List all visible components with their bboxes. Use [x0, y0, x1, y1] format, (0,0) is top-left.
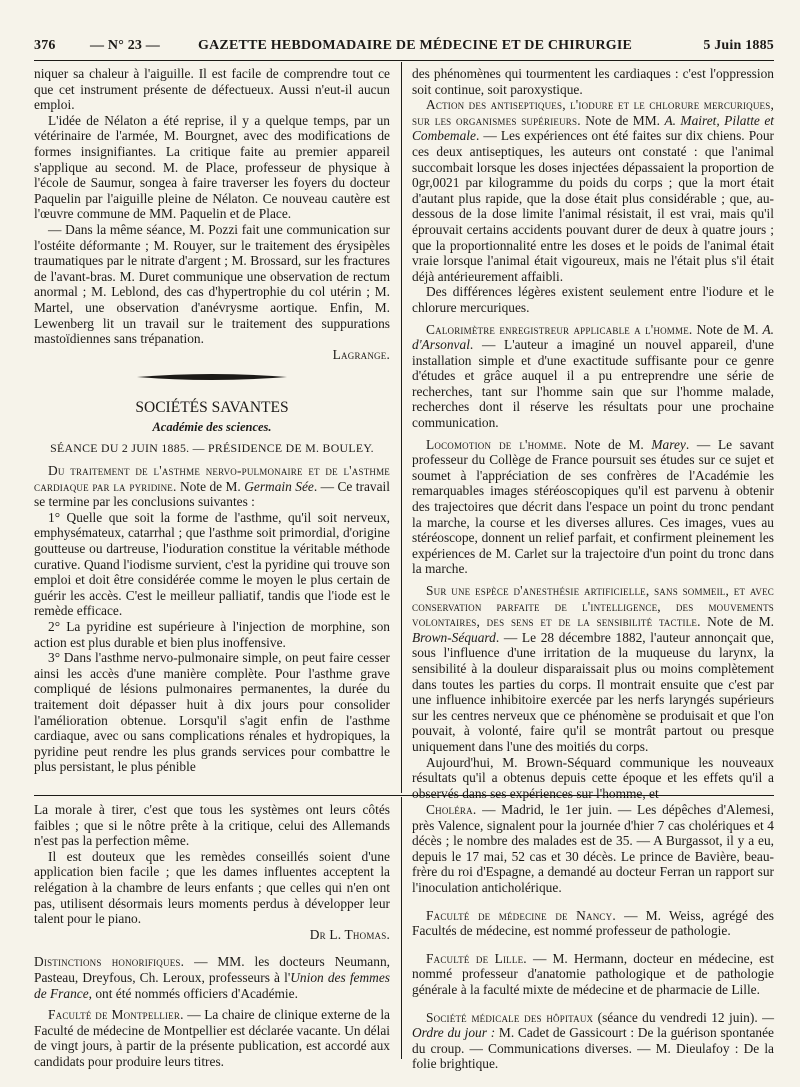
article-anesthesie — [412, 583, 774, 755]
signature: Lagrange. — [332, 346, 390, 362]
signature: Dr L. Thomas. — [309, 926, 390, 942]
note-label: Note de MM. — [580, 112, 665, 128]
paragraph: 3° Dans l'asthme nervo-pulmonaire simple, on peut faire cesser ainsi les accès d'une manière complète. Pour l'asthme grave compliqué de lésions pulmonaires permanentes, la durée du traitement doit dépasser huit à dix jours pour consolider l'amélioration obtenue. Lorsqu'il s'agit enfin de l'asthme cardiaque, avec ou sans complications rénales et hydropiques, la pyridine peut rendre les plus grands services pour combattre le plus persistant, le plus pénible — [34, 650, 390, 775]
paragraph: L'idée de Nélaton a été reprise, il y a quelque temps, par un vétérinaire de l'armée, M. Bourgnet, avec des modifications de formes insignifiantes. La critique faite au premier appareil s'applique au second. M. de Place, professeur de physique à l'école de Saumur, songea à faire traverser les foyers du docteur Paquelin par l'aiguille pleine de Nélaton. Ce nouveau cautère est l'œuvre commune de MM. Paquelin et de Place. — [34, 112, 390, 222]
article-text: . — Le 28 décembre 1882, l'auteur annonçait que, sous l'influence d'une irritation de la muqueuse du larynx, la sensibilité à la douleur disparaissait plus ou moins complètement dans toutes les parties du corps. Il montrait ensuite que c'est par une influence inhibitoire exercée par les nerfs laryngés supérieurs sur les centres nerveux que ce phénomène se produisait et que l'on pouvait, à volonté, faire qu'il se montrât partout ou presque uniquement dans l'une des moitiés du corps. — [412, 629, 774, 754]
divider-ornament — [137, 372, 287, 382]
right-column-bottom — [412, 802, 774, 1072]
news-text: — MM. les docteurs Neumann, Pasteau, Dreyfous, Ch. Leroux, professeurs à l' — [34, 954, 390, 985]
right-column-top — [412, 66, 774, 801]
news-heading: Société médicale des hôpitaux — [426, 1009, 594, 1025]
news-heading: Distinctions honorifiques. — [34, 954, 185, 970]
article-text: . — Les expériences ont été faites sur dix chiens. Pour ces deux antiseptiques, les auteurs ont constaté : que l'animal succombait lorsque les doses injectées dépassaient la proportion de 0gr,0021 par kilogramme du poids du corps ; que la mort était d'autant plus rapide, que la dose était plus considérable ; que, au-dessous de la dose limite l'animal résistait, il est vrai, mais qu'il éprouvait certains accidents pouvant durer de deux à quatre jours ; que la proportionnalité entre les doses et le poids de l'animal était vraie lorsque l'animal était vigoureux, mais ne l'était plus s'il était déjà antérieurement affaibli. — [412, 128, 774, 284]
running-head — [34, 38, 774, 58]
note-label: Note de M. — [700, 614, 774, 630]
news-nancy — [412, 908, 774, 939]
paragraph: niquer sa chaleur à l'aiguille. Il est facile de comprendre tout ce que cet instrument présente de défectueux. Aussi n'eut-il aucun emploi. — [34, 66, 390, 113]
news-text: M. Cadet de Gassicourt : De la guérison spontanée du croup. — Communications diverses. — M. Dieulafoy : De la folie brightique. — [412, 1025, 774, 1072]
news-text: — Madrid, le 1er juin. — Les dépêches d'Alemesi, près Valence, signalent pour la journée d'hier 7 cas cholériques et 4 décès ; le nombre des malades est de 35. — A Burgassot, il y a eu, depuis le 17 mai, 52 cas et 30 décès. Le prince de Bavière, beau-frère du roi d'Espagne, a demandé au docteur Ferran un rapport sur l'inoculation anticholérique. — [412, 802, 774, 895]
paragraph: La morale à tirer, c'est que tous les systèmes ont leurs côtés faibles ; que si le nôtre prête à la critique, celui des Allemands n'est pas la perfection même. — [34, 802, 390, 849]
note-label: Note de M. — [176, 478, 245, 494]
news-heading: Faculté de Lille. — [426, 950, 527, 966]
news-heading: Choléra. — [426, 802, 477, 817]
article-heading: Sur une espèce d'anesthésie artificielle, sans sommeil, et avec conservation parfaite de l'intelligence, des mouvements volontaires, des sens et de la sensibilité tactile. — [412, 583, 774, 630]
academy-subhead: Académie des sciences. — [152, 419, 272, 434]
paragraph: 1° Quelle que soit la forme de l'asthme, qu'il soit nerveux, emphysémateux, catarrhal ; que l'asthme soit primordial, d'origine goutteuse ou dartreuse, l'ioduration constitue la véritable méthode curative. Quand l'iodisme survient, c'est la pyridine qui trouve son emploi et doit être considérée comme le moyen le plus certain de guérir les accès. C'est le meilleur palliatif, tandis que l'iode est le remède efficace. — [34, 509, 390, 619]
news-heading: Faculté de Montpellier. — [48, 1007, 184, 1023]
news-text: — M. Weiss, agrégé des Facultés de médecine, est nommé professeur de pathologie. — [412, 907, 774, 939]
issue-number: — N° 23 — — [90, 38, 161, 53]
article-heading: Du traitement de l'asthme nervo-pulmonaire et de l'asthme cardiaque par la pyridine. — [34, 463, 390, 494]
author-name: Marey — [651, 436, 686, 452]
article-antiseptiques — [412, 97, 774, 284]
author-name: Brown-Séquard — [412, 629, 496, 645]
column-divider-top — [401, 62, 402, 793]
article-heading: Action des antiseptiques, l'iodure et le chlorure mercuriques, sur les organismes supérieurs. — [412, 97, 774, 128]
paragraph: — Dans la même séance, M. Pozzi fait une communication sur l'ostéite déformante ; M. Rouyer, sur le traitement des érysipèles traumatiques par le nitrate d'argent ; M. Brossard, sur les fractures de l'avant-bras. M. Duret communique une observation de rectum anormal ; M. Leblond, des cas d'hypertrophie du col utérin ; M. Martel, une observation d'anévrysme aortique. Enfin, M. Lewenberg lit un travail sur le traitement des suppurations mastoïdiennes sans trépanation. — [34, 221, 390, 347]
news-montpellier — [34, 1007, 390, 1069]
author-name: A. Mairet, Pilatte et Combemale — [412, 112, 774, 144]
article-heading: Locomotion de l'homme. — [426, 436, 567, 452]
left-column-bottom — [34, 802, 390, 1070]
paragraph: Des différences légères existent seulement entre l'iodure et le chlorure mercuriques. — [412, 284, 774, 315]
news-societe-hopitaux — [412, 1010, 774, 1072]
organization-name: Union des femmes de France — [34, 969, 390, 1001]
paragraph: des phénomènes qui tourmentent les cardiaques : c'est l'oppression soit continue, soit paroxystique. — [412, 66, 774, 97]
news-cholera — [412, 802, 774, 896]
note-label: Note de M. — [566, 436, 652, 452]
article-text: . — Le savant professeur du Collège de France poursuit ses études sur ce sujet et soumet à l'appréciation de ses confrères de l'Académie les remarquables images stéréoscopiques qu'il est parvenu à obtenir des trajectoires que décrit dans l'espace un point du tronc pendant la marche, la course et les diverses allures. Ces images, vues au stéréoscope, donnent un relief parfait, et confirment pleinement les expériences de M. Carlet sur la trajectoire d'un point du tronc dans la marche. — [412, 436, 774, 577]
header-rule — [34, 60, 774, 61]
news-text: — M. Hermann, docteur en médecine, est nommé professeur d'anatomie pathologique et de pathologie générale à la faculté mixte de médecine et de pharmacie de Lille. — [412, 950, 774, 997]
paragraph: Il est douteux que les remèdes conseillés soient d'une application bien facile ; que les dames influentes acceptent la relégation à la chambre de leurs enfants ; que celles qui n'en ont pas, utilisent désormais leurs moments perdus à développer leur talent pour le piano. — [34, 848, 390, 927]
article-heading: Calorimètre enregistreur applicable a l'homme. — [426, 321, 693, 337]
page-number: 376 — [34, 38, 56, 53]
section-title: SOCIÉTÉS SAVANTES — [135, 399, 289, 417]
author-name: Germain Sée — [244, 478, 314, 494]
paragraph: Aujourd'hui, M. Brown-Séquard communique les nouveaux résultats qu'il a obtenus depuis cette époque et les effets qu'il a observés dans ses expériences sur l'homme, et — [412, 754, 774, 801]
article-locomotion — [412, 437, 774, 577]
column-divider-bottom — [401, 797, 402, 1059]
article-text: . — Ce travail se termine par les conclusions suivantes : — [34, 478, 390, 510]
left-column-top — [34, 66, 390, 775]
session-line: SÉANCE DU 2 JUIN 1885. — PRÉSIDENCE DE M. BOULEY. — [50, 441, 374, 456]
issue-date: 5 Juin 1885 — [703, 38, 774, 53]
newspaper-page — [34, 0, 774, 1087]
agenda-label: — Ordre du jour : — [412, 1009, 774, 1041]
news-distinctions — [34, 954, 390, 1001]
news-text: , ont été nommés officiers d'Académie. — [88, 985, 298, 1001]
news-heading: Faculté de médecine de Nancy. — [426, 907, 616, 923]
journal-title: GAZETTE HEBDOMADAIRE DE MÉDECINE ET DE CHIRURGIE — [198, 38, 633, 53]
article-text: . — L'auteur a imaginé un nouvel appareil, d'une installation simple et d'une exactitude suffisante pour ce genre d'études et grâce auquel il a pu entreprendre une série de recherches, tant sur l'homme sain que sur l'homme malade, recherches dont il réserve les résultats pour une prochaine communication. — [412, 337, 774, 431]
news-text: — La chaire de clinique externe de la Faculté de médecine de Montpellier est déclarée vacante. Un délai de vingt jours, à partir de la présente publication, est accordé aux candidats pour produire leurs titres. — [34, 1007, 391, 1069]
news-text: (séance du vendredi 12 juin). — [593, 1009, 758, 1025]
article-calorimetre — [412, 322, 774, 431]
news-lille — [412, 951, 774, 998]
article-pyridine — [34, 463, 390, 510]
note-label: Note de M. — [692, 321, 763, 337]
author-name: A. d'Arsonval — [412, 321, 774, 353]
paragraph: 2° La pyridine est supérieure à l'injection de morphine, son action est plus durable et bien plus inoffensive. — [34, 619, 390, 650]
